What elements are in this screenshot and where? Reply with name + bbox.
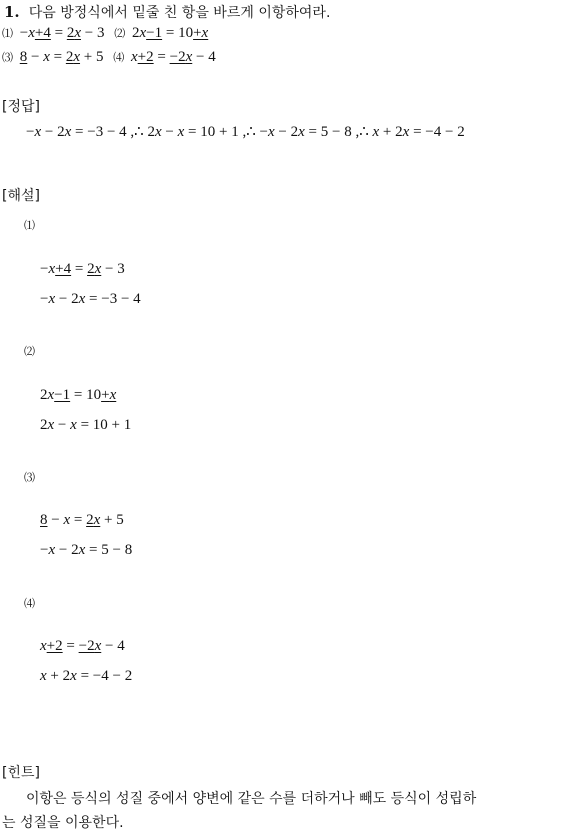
equation-2: 2x−1 = 10+x xyxy=(131,25,209,41)
explanation-3-step-1: 8 − x = 2x + 5 xyxy=(40,512,124,528)
equation-1: −x+4 = 2x − 3 xyxy=(19,25,105,41)
equation-4: x+2 = −2x − 4 xyxy=(131,49,216,65)
answer-3: −x − 2x = 5 − 8 xyxy=(259,124,352,140)
problem-number: 1. xyxy=(4,3,20,21)
explanation-label-2: ⑵ xyxy=(24,345,35,358)
equation-3: 8 − x = 2x + 5 xyxy=(19,49,104,65)
explanation-2-step-1: 2x−1 = 10+x xyxy=(40,387,117,403)
item-label-4: ⑷ xyxy=(113,51,125,64)
explanation-2-step-2: 2x − x = 10 + 1 xyxy=(40,417,132,433)
explanation-label-4: ⑷ xyxy=(24,597,35,610)
hint-line-1: 이항은 등식의 성질 중에서 양변에 같은 수를 더하거나 빼도 등식이 성립하 xyxy=(26,791,477,807)
answer-sep-3: ,∴ xyxy=(355,124,369,140)
explanation-4-step-2: x + 2x = −4 − 2 xyxy=(40,668,133,684)
problem-text: 다음 방정식에서 밑줄 친 항을 바르게 이항하여라. xyxy=(28,5,331,21)
item-label-3: ⑶ xyxy=(2,51,13,64)
answer-sep-1: ,∴ xyxy=(130,124,144,140)
answer-1: −x − 2x = −3 − 4 xyxy=(26,124,127,140)
item-label-2: ⑵ xyxy=(114,27,126,40)
hint-line-2: 는 성질을 이용한다. xyxy=(2,815,124,831)
explanation-1-step-1: −x+4 = 2x − 3 xyxy=(40,261,125,277)
problem-items-row-2 xyxy=(2,49,216,66)
explanation-1-step-2: −x − 2x = −3 − 4 xyxy=(40,291,141,307)
answer-line xyxy=(26,122,465,141)
item-label-1: ⑴ xyxy=(2,27,13,40)
answer-4: x + 2x = −4 − 2 xyxy=(372,124,465,140)
explanation-3-step-2: −x − 2x = 5 − 8 xyxy=(40,542,133,558)
explanation-label-3: ⑶ xyxy=(24,471,35,484)
problem-line xyxy=(4,2,330,22)
explanation-label-1: ⑴ xyxy=(24,219,35,232)
explanation-heading: [해설] xyxy=(2,188,40,204)
answer-2: 2x − x = 10 + 1 xyxy=(147,124,239,140)
answer-heading: [정답] xyxy=(2,99,40,115)
answer-sep-2: ,∴ xyxy=(242,124,256,140)
problem-items-row-1 xyxy=(2,25,208,42)
explanation-4-step-1: x+2 = −2x − 4 xyxy=(40,638,125,654)
hint-heading: [힌트] xyxy=(2,765,40,781)
